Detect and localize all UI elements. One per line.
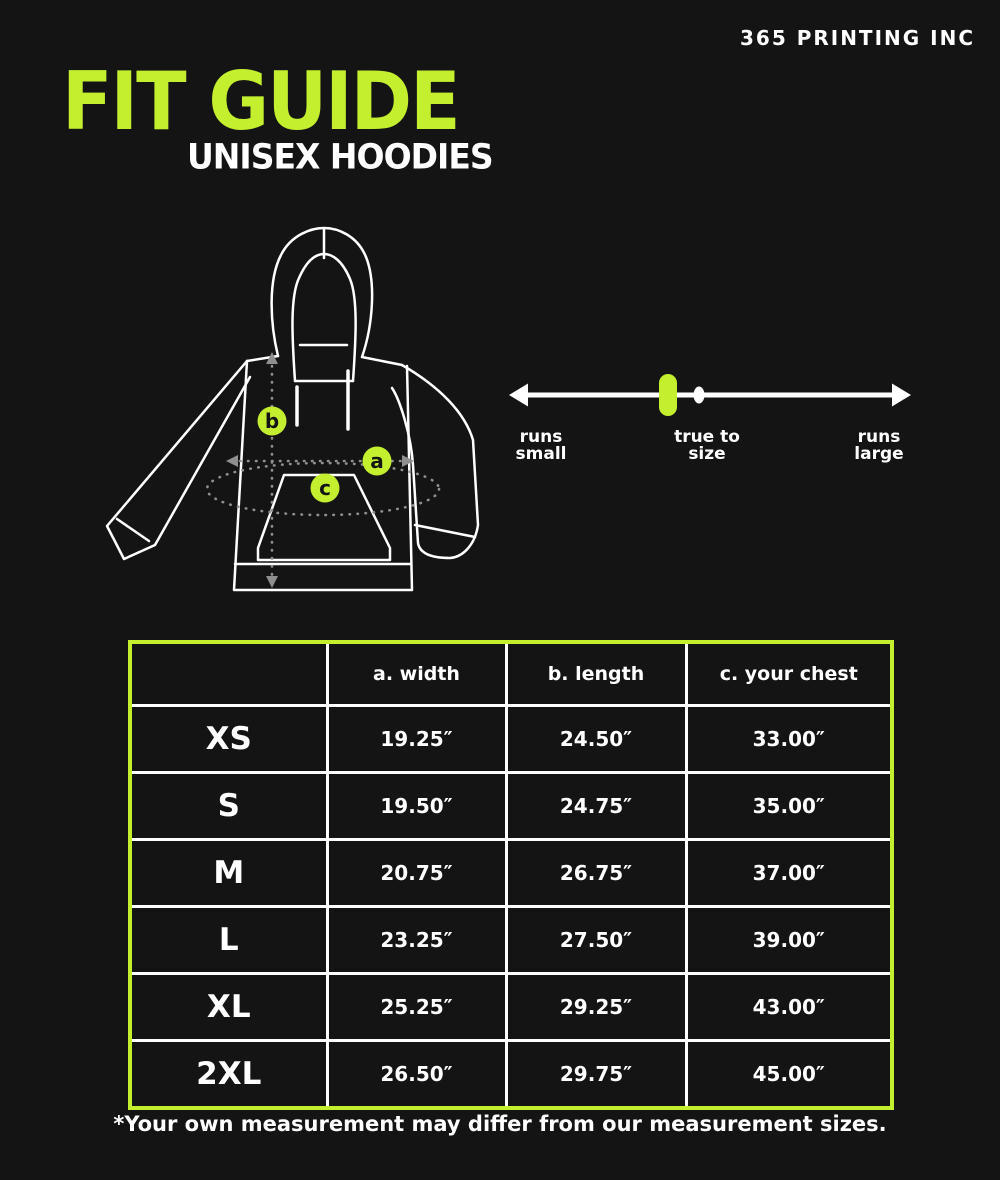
chest-value: 33.00″ [686,706,892,773]
arrow-down [266,576,278,588]
table-row [130,773,892,840]
size-label: L [130,907,327,974]
chest-value: 35.00″ [686,773,892,840]
table-row [130,907,892,974]
fit-scale-label-runs-large: runs large [854,427,904,464]
size-label: M [130,840,327,907]
fit-scale-arrow-left [509,384,528,407]
header-chest: c. your chest [686,642,892,706]
fit-scale-label-true-to-size: true to size [674,427,740,464]
fit-scale-label-runs-small: runs small [515,427,567,464]
length-value: 24.50″ [506,706,686,773]
fit-scale-marker [659,374,677,416]
width-value: 26.50″ [327,1041,506,1109]
width-value: 19.25″ [327,706,506,773]
table-row [130,1041,892,1109]
fit-scale [505,365,915,425]
length-value: 26.75″ [506,840,686,907]
fit-scale-arrow-right [892,384,911,407]
table-row [130,840,892,907]
length-value: 29.25″ [506,974,686,1041]
chest-value: 43.00″ [686,974,892,1041]
width-value: 20.75″ [327,840,506,907]
hoodie-diagram [95,225,480,600]
marker-letter-b: b [264,409,280,433]
length-value: 29.75″ [506,1041,686,1109]
arrow-left [226,455,238,467]
size-label: 2XL [130,1041,327,1109]
measurement-disclaimer: *Your own measurement may differ from our measurement sizes. [113,1112,887,1136]
chest-value: 39.00″ [686,907,892,974]
length-value: 24.75″ [506,773,686,840]
table-header-row [130,642,892,706]
width-value: 19.50″ [327,773,506,840]
fit-scale-dot [694,387,705,404]
size-table [128,640,894,1110]
shoulder-right [362,357,402,365]
size-label: S [130,773,327,840]
header-size [130,642,327,706]
marker-letter-c: c [319,476,331,500]
width-value: 25.25″ [327,974,506,1041]
cuff-line-right [415,525,475,537]
size-label: XS [130,706,327,773]
table-row [130,706,892,773]
page-title: FIT GUIDE [62,55,459,149]
cuff-line-left [117,519,149,541]
header-length: b. length [506,642,686,706]
brand-name: 365 PRINTING INC [739,26,975,50]
table-row [130,974,892,1041]
page-subtitle: UNISEX HOODIES [187,135,493,177]
header-width: a. width [327,642,506,706]
length-value: 27.50″ [506,907,686,974]
chest-value: 45.00″ [686,1041,892,1109]
width-value: 23.25″ [327,907,506,974]
hood-outline [272,228,372,357]
hood-opening [292,254,355,381]
size-label: XL [130,974,327,1041]
chest-value: 37.00″ [686,840,892,907]
marker-letter-a: a [370,449,384,473]
